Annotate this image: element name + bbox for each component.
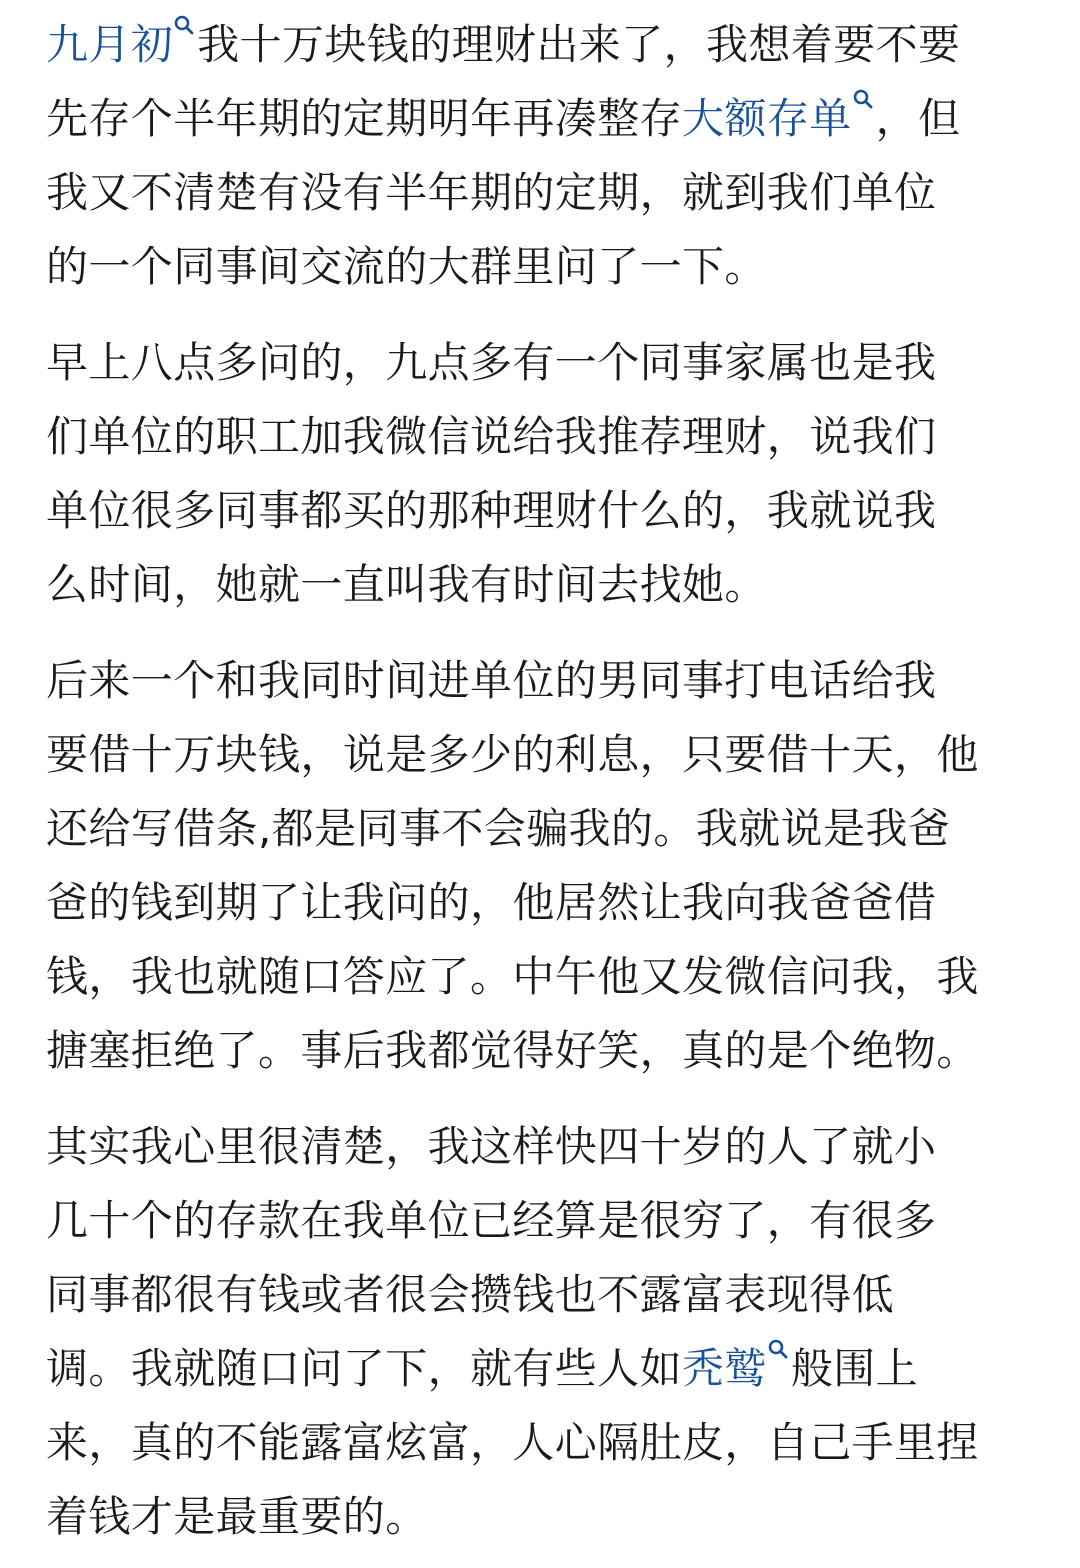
- line-text: 单位很多同事都买的那种理财什么的，我就说我: [46, 486, 937, 535]
- line-text: 搪塞拒绝了。事后我都觉得好笑，真的是个绝物。: [46, 1026, 979, 1075]
- text-line: [46, 1258, 1036, 1332]
- paragraph: [46, 636, 1036, 1088]
- keyword-search-icon[interactable]: [767, 1338, 789, 1368]
- line-text: 钱，我也就随口答应了。中午他又发微信问我，我: [46, 952, 979, 1001]
- keyword-search-icon[interactable]: [852, 88, 874, 118]
- line-text: 几十个的存款在我单位已经算是很穷了，有很多: [46, 1196, 937, 1245]
- text-line: [46, 718, 1036, 792]
- line-text: 早上八点多问的，九点多有一个同事家属也是我: [46, 338, 937, 387]
- text-line: [46, 1480, 1036, 1554]
- text-line: [46, 400, 1036, 474]
- text-line: [46, 474, 1036, 548]
- line-text: 们单位的职工加我微信说给我推荐理财，说我们: [46, 412, 937, 461]
- line-text: 后来一个和我同时间进单位的男同事打电话给我: [46, 656, 937, 705]
- line-text: 还给写借条,都是同事不会骗我的。我就说是我爸: [46, 804, 951, 853]
- text-line: [46, 1014, 1036, 1088]
- paragraph: [46, 0, 1036, 304]
- line-text: 爸的钱到期了让我问的，他居然让我向我爸爸借: [46, 878, 937, 927]
- text-line: [46, 1184, 1036, 1258]
- line-text: 的一个同事间交流的大群里问了一下。: [46, 242, 767, 291]
- paragraph: [46, 1102, 1036, 1554]
- text-line: [46, 1110, 1036, 1184]
- line-text: 先存个半年期的定期明年再凑整存: [46, 94, 683, 143]
- text-line: [46, 644, 1036, 718]
- line-text: 调。我就随口问了下，就有些人如: [46, 1344, 683, 1393]
- text-line: [46, 1332, 1036, 1406]
- line-text: 么时间，她就一直叫我有时间去找她。: [46, 560, 767, 609]
- text-line: [46, 792, 1036, 866]
- line-text: 要借十万块钱，说是多少的利息，只要借十天，他: [46, 730, 979, 779]
- keyword-link[interactable]: 九月初: [46, 20, 174, 69]
- line-text: 来，真的不能露富炫富，人心隔肚皮，自己手里捏: [46, 1418, 979, 1467]
- text-line: [46, 230, 1036, 304]
- line-text: 般围上: [790, 1344, 919, 1393]
- text-line: [46, 156, 1036, 230]
- text-line: [46, 866, 1036, 940]
- keyword-search-icon[interactable]: [173, 14, 195, 44]
- keyword-link[interactable]: 秃鹫: [682, 1344, 767, 1393]
- text-line: [46, 548, 1036, 622]
- paragraph: [46, 318, 1036, 622]
- article-body: [46, 0, 1036, 1568]
- text-line: [46, 82, 1036, 156]
- line-text: ，但: [875, 94, 961, 143]
- line-text: 我十万块钱的理财出来了，我想着要不要: [197, 20, 961, 69]
- line-text: 同事都很有钱或者很会攒钱也不露富表现得低: [46, 1270, 895, 1319]
- text-line: [46, 940, 1036, 1014]
- line-text: 我又不清楚有没有半年期的定期，就到我们单位: [46, 168, 937, 217]
- keyword-link[interactable]: 大额存单: [682, 94, 852, 143]
- text-line: [46, 1406, 1036, 1480]
- text-line: [46, 8, 1036, 82]
- line-text: 着钱才是最重要的。: [46, 1492, 428, 1541]
- line-text: 其实我心里很清楚，我这样快四十岁的人了就小: [46, 1122, 937, 1171]
- text-line: [46, 326, 1036, 400]
